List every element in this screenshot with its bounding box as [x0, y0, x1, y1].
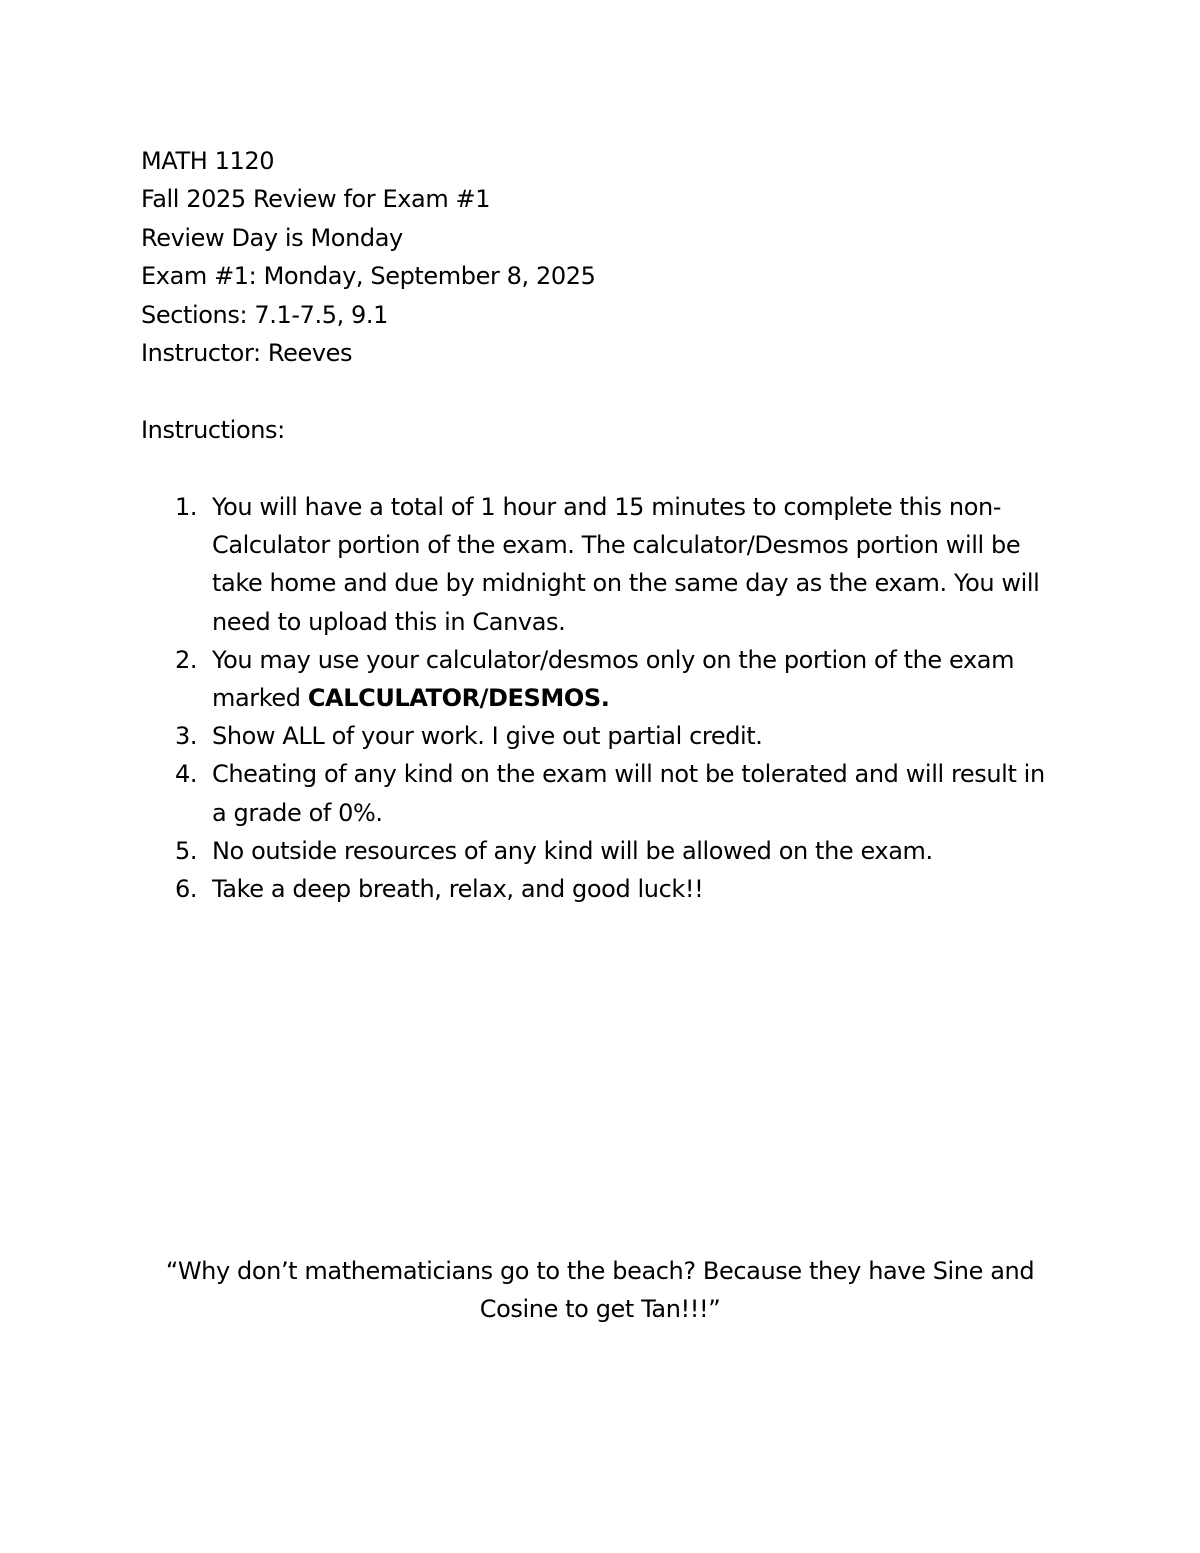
exam-sections: Sections: 7.1-7.5, 9.1: [141, 300, 389, 329]
instruction-number: 6.: [175, 875, 198, 904]
document-title: Fall 2025 Review for Exam #1: [141, 185, 491, 214]
instruction-number: 5.: [175, 836, 198, 865]
instruction-item: [141, 641, 1061, 717]
instructions-heading: Instructions:: [141, 416, 285, 444]
instruction-text: You will have a total of 1 hour and 15 minutes to complete this non-Calculator portion of the exam. The calculator/Desmos portion will be take home and due by midnight on the same day as the exam. You will need to upload this in Canvas.: [212, 493, 1040, 636]
instruction-text: Show ALL of your work. I give out partial credit.: [212, 722, 763, 751]
closing-joke: “Why don’t mathematicians go to the beach? Because they have Sine and Cosine to get Tan!!!”: [165, 1257, 1035, 1324]
instructor-name: Instructor: Reeves: [141, 339, 353, 368]
instruction-text: You may use your calculator/desmos only on the portion of the exam marked: [212, 645, 1015, 713]
instruction-number: 1.: [175, 493, 198, 521]
instruction-text: Take a deep breath, relax, and good luck!!: [212, 875, 704, 904]
review-day: Review Day is Monday: [141, 223, 403, 252]
instruction-item: [141, 488, 1061, 641]
instruction-item: [141, 717, 1061, 755]
instructions-list: [141, 488, 1061, 908]
instruction-item: [141, 755, 1061, 831]
instruction-item: [141, 832, 1061, 870]
instruction-number: 2.: [175, 645, 198, 674]
document-header: [141, 142, 1091, 372]
instruction-number: 4.: [175, 760, 198, 789]
instruction-item: [141, 870, 1061, 908]
instruction-text: Cheating of any kind on the exam will not be tolerated and will result in a grade of 0%.: [212, 760, 1045, 827]
instruction-emphasis: CALCULATOR/DESMOS.: [307, 684, 610, 713]
instruction-text: No outside resources of any kind will be allowed on the exam.: [212, 836, 933, 865]
course-name: MATH 1120: [141, 147, 275, 175]
instruction-number: 3.: [175, 722, 198, 751]
exam-date: Exam #1: Monday, September 8, 2025: [141, 262, 596, 291]
